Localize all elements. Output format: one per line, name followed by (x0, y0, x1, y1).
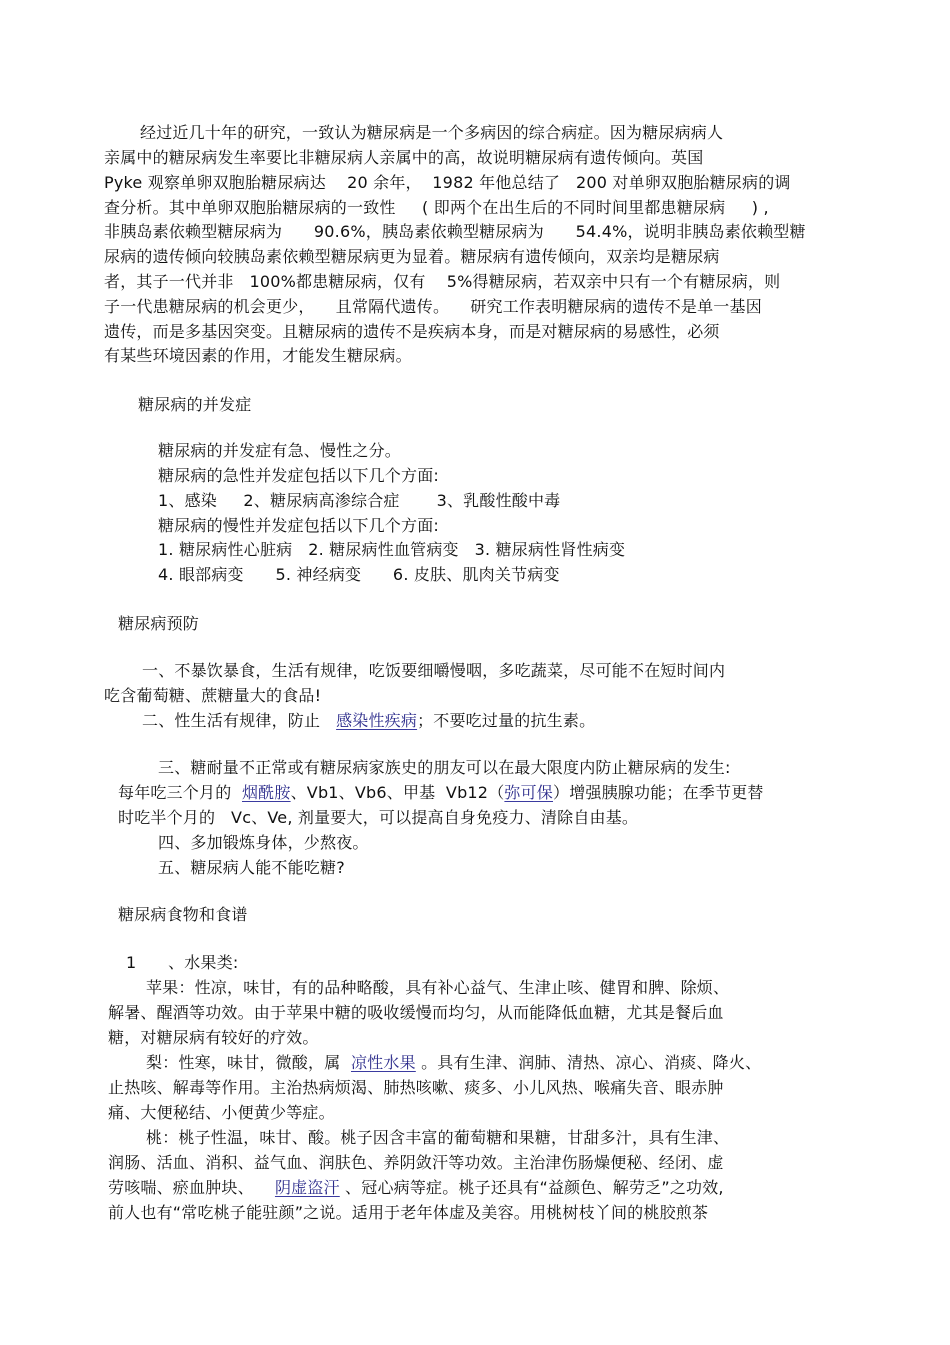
paragraph-line: 亲属中的糖尿病发生率要比非糖尿病人亲属中的高，故说明糖尿病有遗传倾向。英国 (104, 148, 704, 167)
food-pear-line: 止热咳、解毒等作用。主治热病烦渴、肺热咳嗽、痰多、小儿风热、喉痛失音、眼赤肿 (108, 1078, 724, 1097)
food-peach-line: 润肠、活血、消积、益气血、润肤色、养阴敛汗等功效。主治津伤肠燥便秘、经闭、虚 (108, 1153, 724, 1172)
complications-line: 1. 糖尿病性心脏病 2. 糖尿病性血管病变 3. 糖尿病性肾性病变 (158, 540, 626, 559)
paragraph-line: 有某些环境因素的作用，才能发生糖尿病。 (104, 346, 412, 365)
prevention-item-1-cont: 吃含葡萄糖、蔗糖量大的食品! (104, 686, 322, 705)
food-category: 1 、水果类: (126, 953, 239, 972)
prevention-item-3-cont: 时吃半个月的 Vc、Ve, 剂量要大，可以提高自身免疫力、清除自由基。 (118, 808, 639, 827)
prevention-item-2: 二、性生活有规律，防止 感染性疾病；不要吃过量的抗生素。 (142, 711, 596, 730)
section-heading-complications: 糖尿病的并发症 (138, 395, 252, 414)
complications-line: 糖尿病的并发症有急、慢性之分。 (158, 441, 402, 460)
food-apple-line: 解暑、醒酒等功效。由于苹果中糖的吸收缓慢而均匀，从而能降低血糖，尤其是餐后血 (108, 1003, 724, 1022)
complications-line: 1、感染 2、糖尿病高渗综合症 3、乳酸性酸中毒 (158, 491, 561, 510)
food-apple-line: 苹果：性凉，味甘，有的品种略酸，具有补心益气、生津止咳、健胃和脾、除烦、 (146, 978, 730, 997)
paragraph-line: 经过近几十年的研究，一致认为糖尿病是一个多病因的综合病症。因为糖尿病病人 (140, 123, 724, 142)
prevention-item-5: 五、糖尿病人能不能吃糖? (158, 858, 345, 877)
paragraph-line: 查分析。其中单卵双胞胎糖尿病的一致性 ( 即两个在出生后的不同时间里都患糖尿病 ) , (104, 198, 769, 217)
prevention-item-4: 四、多加锻炼身体，少熬夜。 (158, 833, 369, 852)
complications-line: 4. 眼部病变 5. 神经病变 6. 皮肤、肌肉关节病变 (158, 565, 560, 584)
food-peach-line: 劳咳喘、瘀血肿块、 阴虚盗汗 、冠心病等症。桃子还具有“益颜色、解劳乏”之功效, (108, 1178, 724, 1197)
section-heading-prevention: 糖尿病预防 (118, 614, 200, 633)
link-infectious-disease[interactable]: 感染性疾病 (336, 711, 418, 730)
link-mecobalamin[interactable]: 弥可保 (504, 783, 553, 802)
paragraph-line: 者，其子一代并非 100%都患糖尿病，仅有 5%得糖尿病，若双亲中只有一个有糖尿病，则 (104, 272, 781, 291)
paragraph-line: 非胰岛素依赖型糖尿病为 90.6%，胰岛素依赖型糖尿病为 54.4%，说明非胰岛素依赖型糖 (104, 222, 806, 241)
paragraph-line: 遗传，而是多基因突变。且糖尿病的遗传不是疾病本身，而是对糖尿病的易感性，必须 (104, 322, 720, 341)
paragraph-line: Pyke 观察单卵双胞胎糖尿病达 20 余年， 1982 年他总结了 200 对单卵双胞胎糖尿病的调 (104, 173, 791, 192)
prevention-item-3-cont: 每年吃三个月的 烟酰胺、Vb1、Vb6、甲基 Vb12（弥可保）增强胰腺功能；在季节更替 (118, 783, 764, 802)
complications-line: 糖尿病的急性并发症包括以下几个方面: (158, 466, 439, 485)
paragraph-line: 子一代患糖尿病的机会更少， 且常隔代遗传。 研究工作表明糖尿病的遗传不是单一基因 (104, 297, 762, 316)
food-pear-line: 梨：性寒，味甘，微酸，属 凉性水果 。具有生津、润肺、清热、凉心、消痰、降火、 (146, 1053, 762, 1072)
food-apple-line: 糖，对糖尿病有较好的疗效。 (108, 1028, 319, 1047)
paragraph-line: 尿病的遗传倾向较胰岛素依赖型糖尿病更为显着。糖尿病有遗传倾向，双亲均是糖尿病 (104, 247, 720, 266)
link-cool-fruit[interactable]: 凉性水果 (350, 1053, 416, 1072)
section-heading-food: 糖尿病食物和食谱 (118, 905, 248, 924)
food-peach-line: 前人也有“常吃桃子能驻颜”之说。适用于老年体虚及美容。用桃树枝丫间的桃胶煎茶 (108, 1203, 709, 1222)
link-nicotinamide[interactable]: 烟酰胺 (241, 783, 291, 802)
food-pear-line: 痛、大便秘结、小便黄少等症。 (108, 1103, 335, 1122)
prevention-item-3: 三、糖耐量不正常或有糖尿病家族史的朋友可以在最大限度内防止糖尿病的发生: (158, 758, 731, 777)
link-night-sweat[interactable]: 阴虚盗汗 (274, 1178, 340, 1197)
complications-line: 糖尿病的慢性并发症包括以下几个方面: (158, 516, 439, 535)
food-peach-line: 桃：桃子性温，味甘、酸。桃子因含丰富的葡萄糖和果糖，甘甜多汁，具有生津、 (146, 1128, 730, 1147)
prevention-item-1: 一、不暴饮暴食，生活有规律，吃饭要细嚼慢咽，多吃蔬菜，尽可能不在短时间内 (142, 661, 726, 680)
